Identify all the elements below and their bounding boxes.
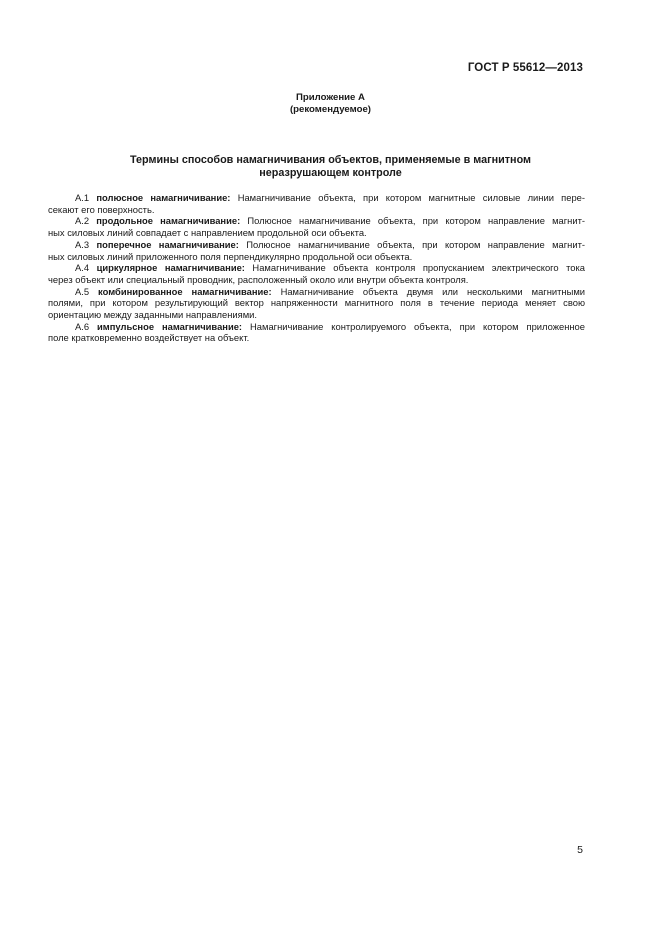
term-entry bbox=[48, 320, 585, 344]
term-first-line bbox=[75, 262, 585, 274]
term-definition-start: Намагничивание объекта контроля пропусканием электрического тока bbox=[252, 262, 586, 274]
term-definition-continued: секают его поверхность. bbox=[48, 203, 155, 215]
term-name: комбинированное намагничивание: bbox=[98, 285, 272, 297]
term-definition-start: Намагничивание объекта, при котором магнитные силовые линии пере- bbox=[237, 192, 586, 203]
document-code: ГОСТ Р 55612—2013 bbox=[467, 62, 583, 74]
term-definition-start: Намагничивание контролируемого объекта, при котором приложенное bbox=[250, 320, 585, 332]
term-number: А.1 bbox=[75, 192, 90, 203]
term-entry bbox=[48, 285, 586, 321]
term-definition-start: Намагничивание объекта двумя или несколькими магнитными bbox=[280, 285, 586, 297]
term-first-line bbox=[75, 192, 585, 204]
term-number: А.2 bbox=[75, 215, 90, 227]
appendix-subtitle: (рекомендуемое) bbox=[289, 104, 371, 115]
term-entry bbox=[48, 262, 586, 285]
term-name: циркулярное намагничивание: bbox=[96, 262, 245, 274]
appendix-title: Приложение А bbox=[296, 92, 365, 103]
term-definition-continued: полями, при котором результирующий вектор напряженности магнитного поля в течение периода меняет свою bbox=[48, 297, 585, 309]
section-title-line-1: Термины способов намагничивания объектов, применяемые в магнитном bbox=[129, 154, 532, 166]
section-title-line-2: неразрушающем контроле bbox=[259, 167, 402, 179]
term-entry bbox=[48, 215, 585, 239]
term-entry bbox=[48, 192, 586, 215]
term-name: поперечное намагничивание: bbox=[96, 238, 239, 250]
appendix-heading bbox=[0, 92, 661, 116]
term-definition-start: Полюсное намагничивание объекта, при котором направление магнит- bbox=[247, 215, 585, 227]
term-definition-continued: ных силовых линий приложенного поля перпендикулярно продольной оси объекта. bbox=[48, 250, 413, 262]
term-first-line bbox=[75, 321, 585, 333]
page-number: 5 bbox=[577, 844, 583, 856]
term-number: А.5 bbox=[75, 285, 90, 297]
section-title bbox=[0, 154, 661, 180]
term-name: полюсное намагничивание: bbox=[96, 192, 231, 203]
term-number: А.3 bbox=[75, 238, 90, 250]
term-first-line bbox=[75, 239, 585, 251]
term-name: импульсное намагничивание: bbox=[97, 320, 243, 332]
term-entry bbox=[48, 238, 586, 262]
term-first-line bbox=[75, 215, 585, 227]
terms-list bbox=[48, 192, 586, 344]
term-definition-start: Полюсное намагничивание объекта, при котором направление магнит- bbox=[246, 238, 586, 250]
term-name: продольное намагничивание: bbox=[96, 215, 241, 227]
term-definition-continued: ных силовых линий совпадает с направлением продольной оси объекта. bbox=[48, 227, 367, 239]
term-first-line bbox=[75, 286, 585, 298]
term-number: А.4 bbox=[75, 262, 90, 274]
term-definition-continued: через объект или специальный проводник, расположенный около или внутри объекта контроля. bbox=[48, 273, 469, 285]
term-number: А.6 bbox=[75, 320, 90, 332]
term-definition-continued: поле кратковременно воздействует на объект. bbox=[48, 332, 250, 344]
term-definition-continued: ориентацию между заданными направлениями. bbox=[48, 309, 257, 321]
